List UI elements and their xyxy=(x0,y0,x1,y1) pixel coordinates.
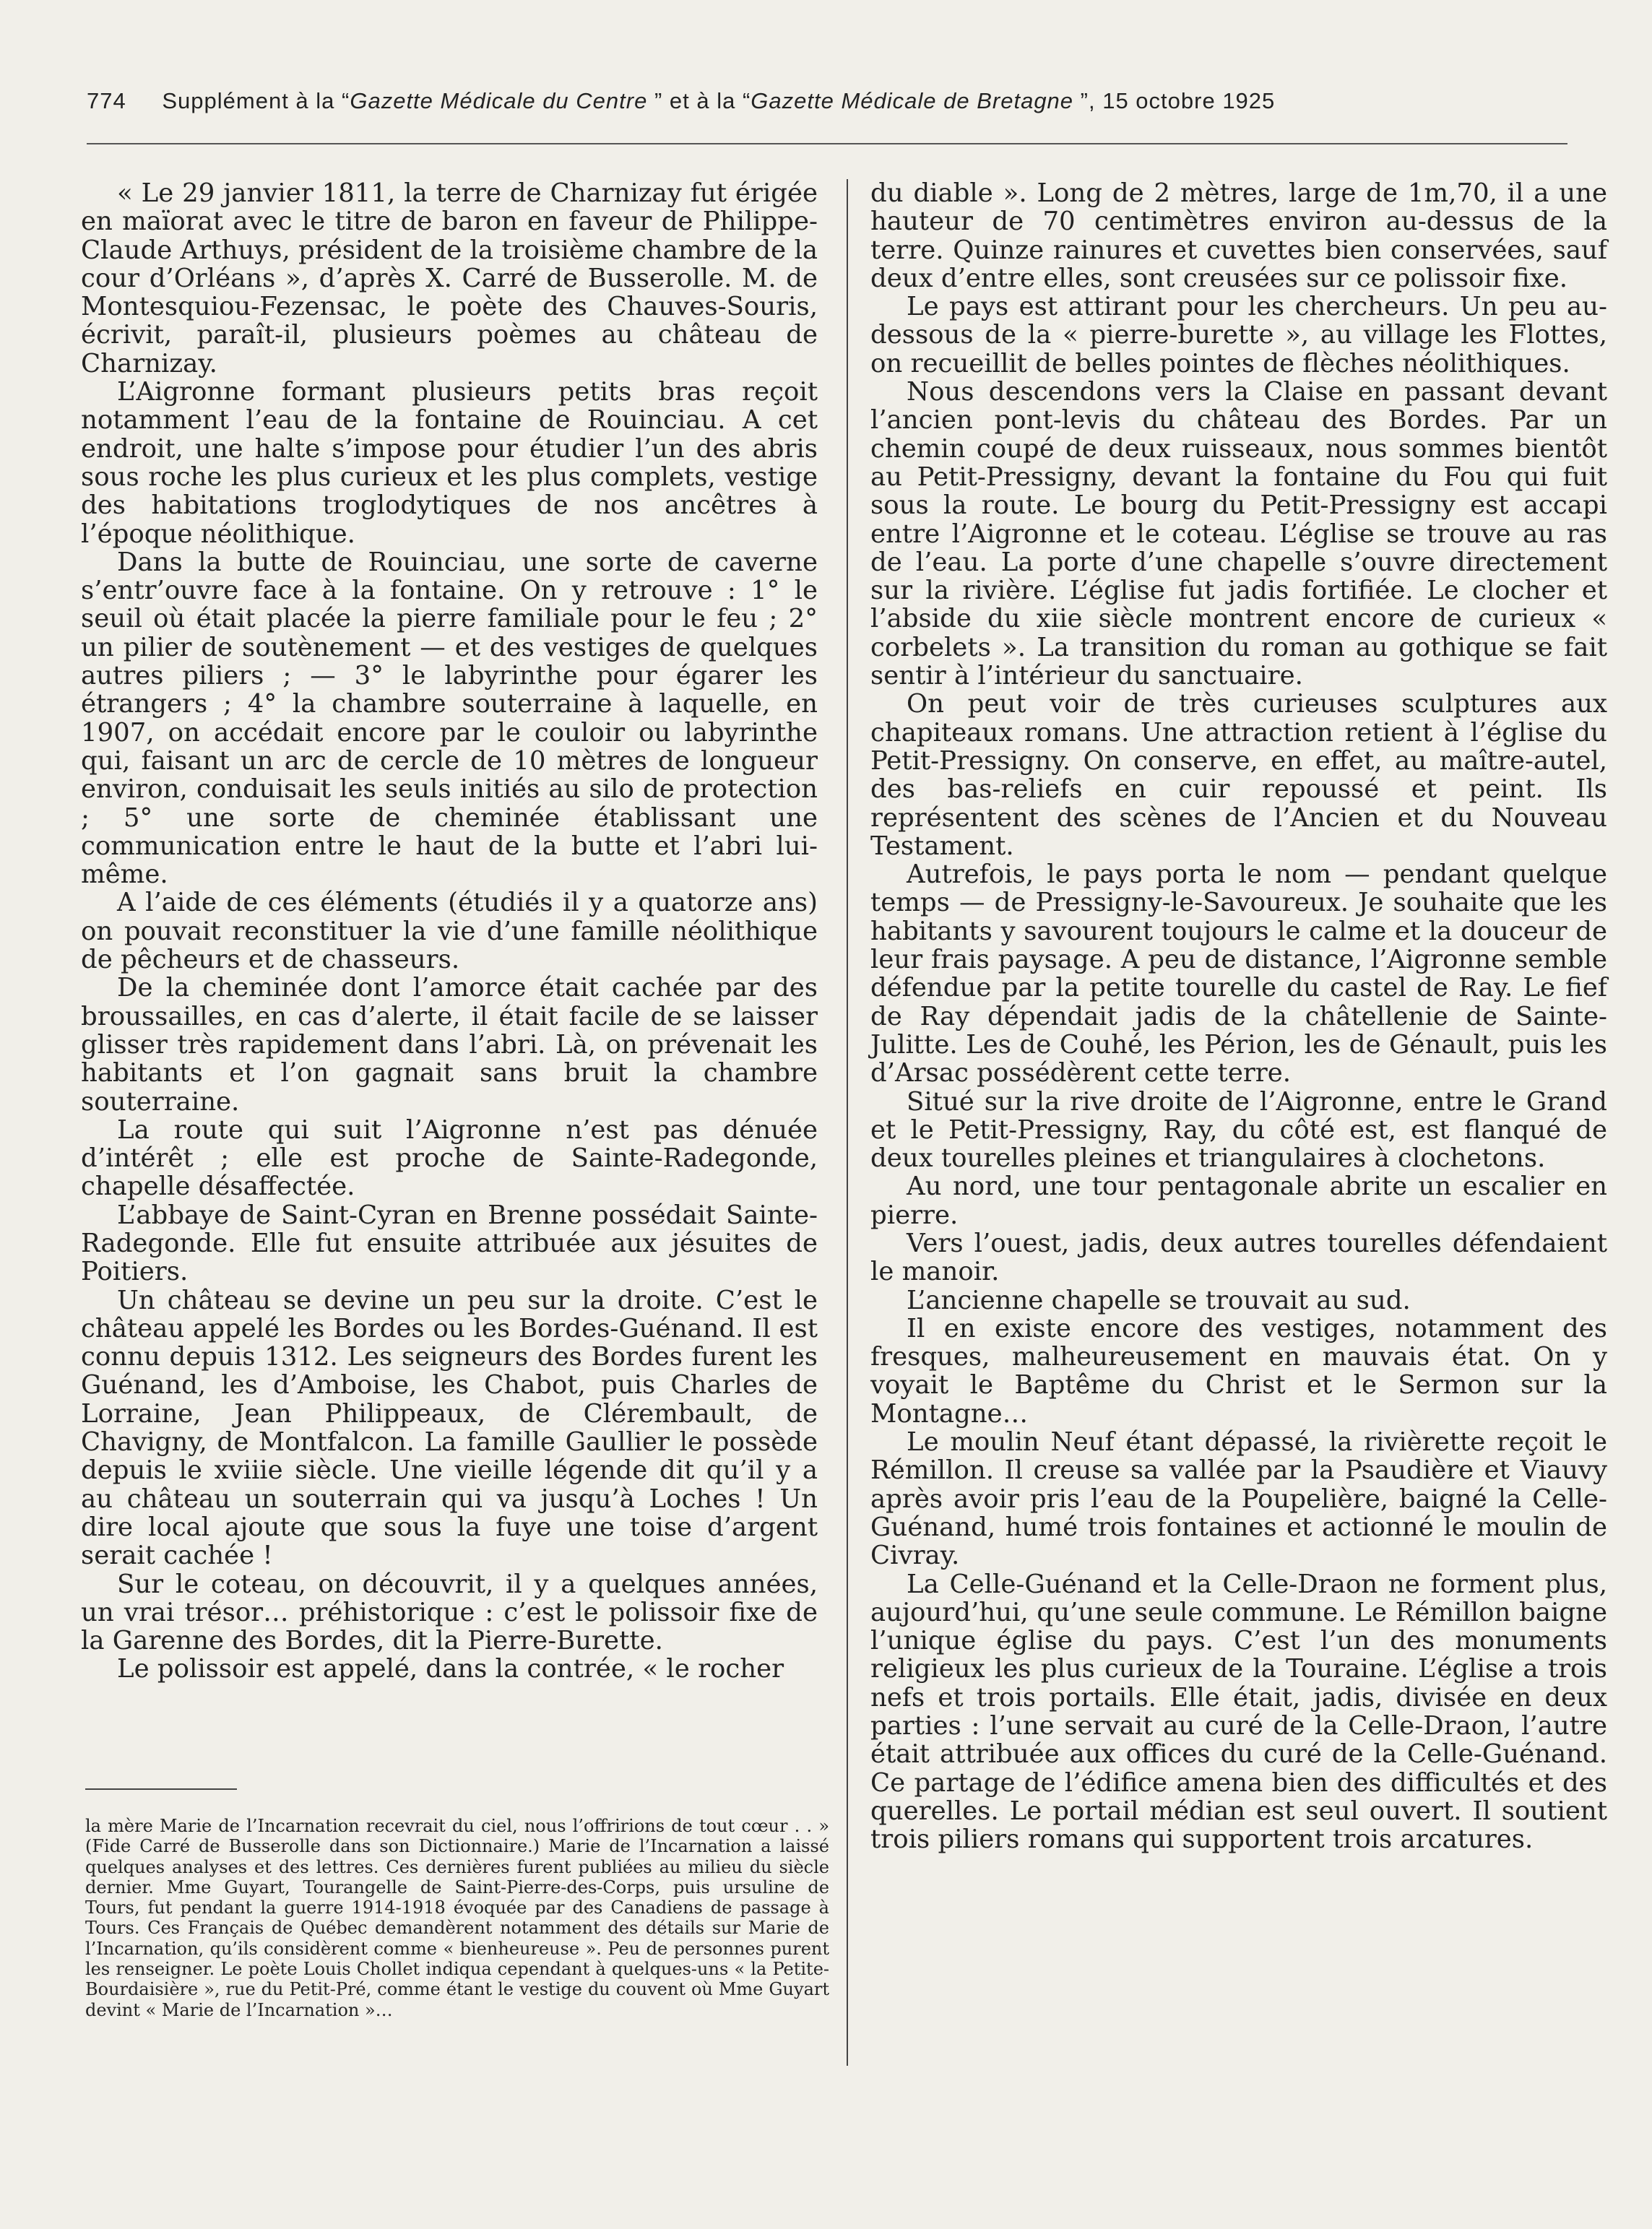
header-rule xyxy=(87,143,1567,144)
paragraph: Nous descendons vers la Claise en passant devant l’ancien pont-levis du château des Bordes. Par un chemin coupé de deux ruisseaux, nous sommes bientôt au Petit-Pressigny, devant la fontaine du Fou qui fuit sous la route. Le bourg du Petit-Pressigny est accapi entre l’Aigronne et le coteau. L’église se trouve au ras de l’eau. La porte d’une chapelle s’ouvre directement sur la rivière. L’église fut jadis fortifiée. Le clocher et l’abside du xiie siècle montrent encore de curieux « corbelets ». La transition du roman au gothique se fait sentir à l’intérieur du sanctuaire. xyxy=(870,377,1607,691)
paragraph: De la cheminée dont l’amorce était cachée par des broussailles, en cas d’alerte, il était facile de se laisser glisser très rapidement dans l’abri. Là, on prévenait les habitants et l’on gagnait sans bruit la chambre souterraine. xyxy=(81,973,818,1117)
paragraph: Autrefois, le pays porta le nom — pendant quelque temps — de Pressigny-le-Savoureux. Je souhaite que les habitants y savourent toujours le calme et la douceur de leur frais paysage. A peu de distance, l’Aigronne semble défendue par la petite tourelle du castel de Ray. Le fief de Ray dépendait jadis de la châtellenie de Sainte-Julitte. Les de Couhé, les Périon, les de Génault, puis les d’Arsac possédèrent cette terre. xyxy=(870,860,1607,1088)
paragraph: Sur le coteau, on découvrit, il y a quelques années, un vrai trésor… préhistorique : c’est le polissoir fixe de la Garenne des Bordes, dit la Pierre-Burette. xyxy=(81,1569,818,1656)
header-prefix: Supplément à la “ xyxy=(162,88,350,113)
right-column xyxy=(870,179,1607,1854)
paragraph: « Le 29 janvier 1811, la terre de Charnizay fut érigée en maïorat avec le titre de baron en faveur de Philippe-Claude Arthuys, président de la troisième chambre de la cour d’Orléans », d’après X. Carré de Busserolle. M. de Montesquiou-Fezensac, le poète des Chauves-Souris, écrivit, paraît-il, plusieurs poèmes au château de Charnizay. xyxy=(81,178,818,378)
paragraph: Situé sur la rive droite de l’Aigronne, entre le Grand et le Petit-Pressigny, Ray, du côté est, est flanqué de deux tourelles pleines et triangulaires à clochetons. xyxy=(870,1086,1607,1174)
running-header xyxy=(87,88,1567,114)
paragraph: Au nord, une tour pentagonale abrite un escalier en pierre. xyxy=(870,1172,1607,1230)
paragraph: Le polissoir est appelé, dans la contrée, « le rocher xyxy=(117,1654,784,1684)
column-divider xyxy=(847,179,848,2066)
header-middle: ” et à la “ xyxy=(647,88,751,113)
paragraph: Vers l’ouest, jadis, deux autres tourelles défendaient le manoir. xyxy=(870,1228,1607,1287)
paragraph: Le pays est attirant pour les chercheurs. Un peu au-dessous de la « pierre-burette », au village les Flottes, on recueillit de belles pointes de flèches néolithiques. xyxy=(870,292,1607,378)
paragraph: du diable ». Long de 2 mètres, large de 1m,70, il a une hauteur de 70 centimètres environ au-dessus de la terre. Quinze rainures et cuvettes bien conservées, sauf deux d’entre elles, sont creusées sur ce polissoir fixe. xyxy=(870,178,1607,293)
header-gazette-bretagne: Gazette Médicale de Bretagne xyxy=(751,88,1074,113)
paragraph: On peut voir de très curieuses sculptures aux chapiteaux romans. Une attraction retient à l’église du Petit-Pressigny. On conserve, en effet, au maître-autel, des bas-reliefs en cuir repoussé et peint. Ils représentent des scènes de l’Ancien et du Nouveau Testament. xyxy=(870,689,1607,861)
paragraph: Un château se devine un peu sur la droite. C’est le château appelé les Bordes ou les Bordes-Guénand. Il est connu depuis 1312. Les seigneurs des Bordes furent les Guénand, les d’Amboise, les Chabot, puis Charles de Lorraine, Jean Philippeaux, de Clérembault, de Chavigny, de Montfalcon. La famille Gaullier le possède depuis le xviiie siècle. Une vieille légende dit qu’il y a au château un souterrain qui va jusqu’à Loches ! Un dire local ajoute que sous la fuye une toise d’argent serait cachée ! xyxy=(81,1285,818,1571)
paragraph: Il en existe encore des vestiges, notamment des fresques, malheureusement en mauvais état. On y voyait le Baptême du Christ et le Sermon sur la Montagne… xyxy=(870,1313,1607,1429)
paragraph: L’Aigronne formant plusieurs petits bras reçoit notamment l’eau de la fontaine de Rouinciau. A cet endroit, une halte s’impose pour étudier l’un des abris sous roche les plus curieux et les plus complets, vestige des habitations troglodytiques de nos ancêtres à l’époque néolithique. xyxy=(81,377,818,549)
paragraph: L’ancienne chapelle se trouvait au sud. xyxy=(907,1285,1411,1315)
header-date: ”, 15 octobre 1925 xyxy=(1073,88,1276,113)
paragraph: La route qui suit l’Aigronne n’est pas dénuée d’intérêt ; elle est proche de Sainte-Radegonde, chapelle désaffectée. xyxy=(81,1114,818,1202)
paragraph: Dans la butte de Rouinciau, une sorte de caverne s’entr’ouvre face à la fontaine. On y retrouve : 1° le seuil où était placée la pierre familiale pour le feu ; 2° un pilier de soutènement — et des vestiges de quelques autres piliers ; — 3° le labyrinthe pour égarer les étrangers ; 4° la chambre souterraine à laquelle, en 1907, on accédait encore par le couloir ou labyrinthe qui, faisant un arc de cercle de 10 mètres de longueur environ, conduisait les seuls initiés au silo de protection ; 5° une sorte de cheminée établissant une communication entre le haut de la butte et l’abri lui-même. xyxy=(81,547,818,890)
paragraph: La Celle-Guénand et la Celle-Draon ne forment plus, aujourd’hui, qu’une seule commune. Le Rémillon baigne l’unique église du pays. C’est l’un des monuments religieux les plus curieux de la Touraine. L’église a trois nefs et trois portails. Elle était, jadis, divisée en deux parties : l’une servait au curé de la Celle-Draon, l’autre était attribuée aux offices du curé de la Celle-Guénand. Ce partage de l’édifice amena bien des difficultés et des querelles. Le portail médian est seul ouvert. Il soutient trois piliers romans qui supportent trois arcatures. xyxy=(870,1569,1607,1855)
header-gazette-centre: Gazette Médicale du Centre xyxy=(350,88,648,113)
left-column xyxy=(81,179,818,1684)
paragraph: L’abbaye de Saint-Cyran en Brenne possédait Sainte-Radegonde. Elle fut ensuite attribuée aux jésuites de Poitiers. xyxy=(81,1200,818,1287)
footnote xyxy=(85,1816,829,2020)
paragraph: Le moulin Neuf étant dépassé, la rivièrette reçoit le Rémillon. Il creuse sa vallée par la Psaudière et Viauvy après avoir pris l’eau de la Poupelière, baigné la Celle-Guénand, humé trois fontaines et actionné le moulin de Civray. xyxy=(870,1427,1607,1571)
footnote-rule xyxy=(85,1788,237,1790)
page-number: 774 xyxy=(87,88,126,113)
paragraph: A l’aide de ces éléments (étudiés il y a quatorze ans) on pouvait reconstituer la vie d’une famille néolithique de pêcheurs et de chasseurs. xyxy=(81,888,818,975)
footnote-text: la mère Marie de l’Incarnation recevrait du ciel, nous l’offririons de tout cœur . . » (Fide Carré de Busserolle dans son Dictionnaire.) Marie de l’Incarnation a laissé quelques analyses et des lettres. Ces dernières furent publiées au milieu du siècle dernier. Mme Guyart, Tourangelle de Saint-Pierre-des-Corps, puis ursuline de Tours, fut pendant la guerre 1914-1918 évoquée par des Canadiens de passage à Tours. Ces Français de Québec demandèrent notamment des détails sur Marie de l’Incarnation, qu’ils considèrent comme « bienheureuse ». Peu de personnes purent les renseigner. Le poète Louis Chollet indiqua cependant à quelques-uns « la Petite-Bourdaisière », rue du Petit-Pré, comme étant le vestige du couvent où Mme Guyart devint « Marie de l’Incarnation »… xyxy=(85,1816,829,2020)
